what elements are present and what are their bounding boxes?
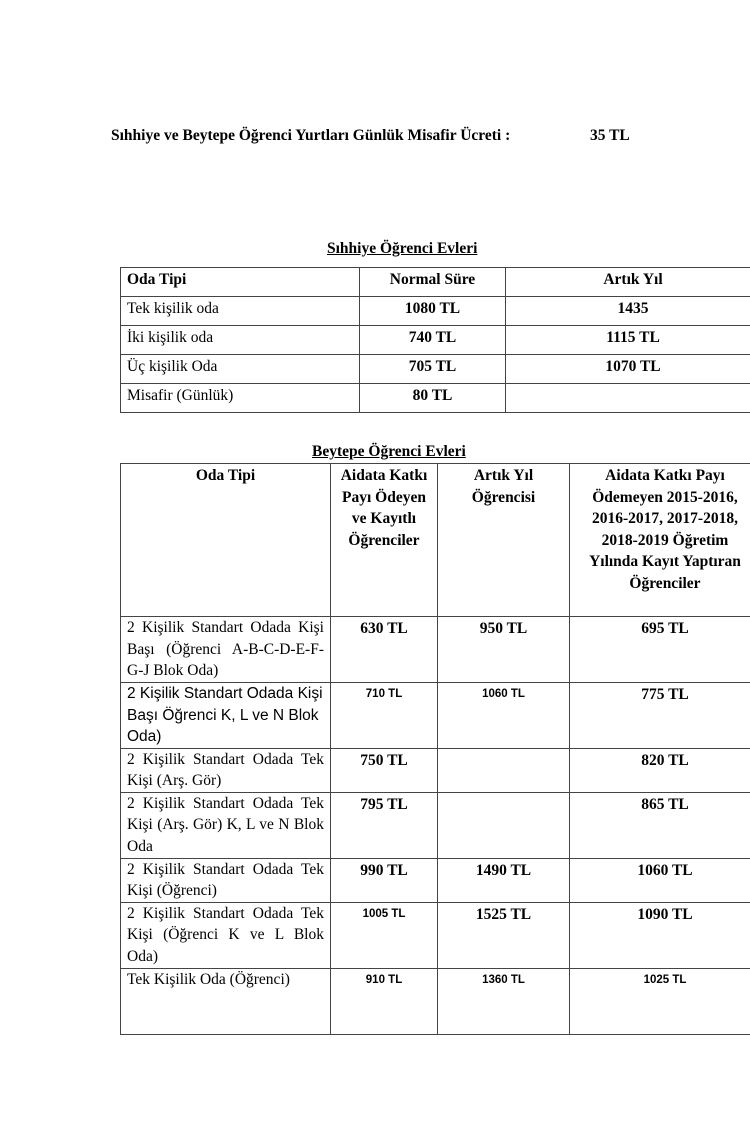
value-cell: 705 TL: [360, 355, 506, 384]
value-cell: 630 TL: [331, 617, 438, 683]
value-cell: 750 TL: [331, 748, 438, 792]
value-cell: 1025 TL: [570, 968, 750, 1034]
header-cell: Oda Tipi: [121, 268, 360, 297]
value-cell: 1090 TL: [570, 902, 750, 968]
guest-fee-line: [111, 127, 731, 145]
value-cell: 695 TL: [570, 617, 750, 683]
header-cell: Artık Yıl Öğrencisi: [438, 464, 570, 617]
value-cell: [438, 748, 570, 792]
value-cell: 865 TL: [570, 792, 750, 858]
value-cell: 795 TL: [331, 792, 438, 858]
value-cell: 990 TL: [331, 858, 438, 902]
room-type-cell: 2 Kişilik Standart Odada Kişi Başı Öğrenci K, L ve N Blok Oda): [121, 683, 331, 749]
table-row: [121, 858, 750, 902]
sihhiye-title: Sıhhiye Öğrenci Evleri: [327, 240, 478, 257]
value-cell: 1490 TL: [438, 858, 570, 902]
value-cell: 1525 TL: [438, 902, 570, 968]
table-row: [121, 297, 750, 326]
table-row: [121, 326, 750, 355]
value-cell: 910 TL: [331, 968, 438, 1034]
table-row: [121, 384, 750, 413]
value-cell: 80 TL: [360, 384, 506, 413]
guest-fee-price: 35 TL: [590, 127, 630, 144]
table-row: [121, 355, 750, 384]
value-cell: 820 TL: [570, 748, 750, 792]
room-type-cell: Tek kişilik oda: [121, 297, 360, 326]
value-cell: 740 TL: [360, 326, 506, 355]
value-cell: [438, 792, 570, 858]
room-type-cell: 2 Kişilik Standart Odada Tek Kişi (Arş. Gör) K, L ve N Blok Oda: [121, 792, 331, 858]
value-cell: [506, 384, 750, 413]
room-type-cell: 2 Kişilik Standart Odada Tek Kişi (Arş. Gör): [121, 748, 331, 792]
table-header-row: [121, 268, 750, 297]
value-cell: 710 TL: [331, 683, 438, 749]
table-row: [121, 748, 750, 792]
table-row: [121, 617, 750, 683]
room-type-cell: 2 Kişilik Standart Odada Tek Kişi (Öğrenci K ve L Blok Oda): [121, 902, 331, 968]
value-cell: 1115 TL: [506, 326, 750, 355]
header-cell: Artık Yıl: [506, 268, 750, 297]
beytepe-title: Beytepe Öğrenci Evleri: [312, 443, 466, 460]
header-cell: Aidata Katkı Payı Ödeyen ve Kayıtlı Öğrenciler: [331, 464, 438, 617]
beytepe-table: [120, 463, 750, 1035]
table-row: [121, 792, 750, 858]
room-type-cell: İki kişilik oda: [121, 326, 360, 355]
room-type-cell: Misafir (Günlük): [121, 384, 360, 413]
header-cell: Aidata Katkı Payı Ödemeyen 2015-2016, 2016-2017, 2017-2018, 2018-2019 Öğretim Yılında Kayıt Yaptıran Öğrenciler: [570, 464, 750, 617]
table-row: [121, 683, 750, 749]
value-cell: 1080 TL: [360, 297, 506, 326]
table-header-row: [121, 464, 750, 617]
room-type-cell: Tek Kişilik Oda (Öğrenci): [121, 968, 331, 1034]
value-cell: 1060 TL: [570, 858, 750, 902]
room-type-cell: Üç kişilik Oda: [121, 355, 360, 384]
value-cell: 950 TL: [438, 617, 570, 683]
value-cell: 1060 TL: [438, 683, 570, 749]
header-cell: Normal Süre: [360, 268, 506, 297]
header-cell: Oda Tipi: [121, 464, 331, 617]
value-cell: 1005 TL: [331, 902, 438, 968]
room-type-cell: 2 Kişilik Standart Odada Tek Kişi (Öğrenci): [121, 858, 331, 902]
table-row: [121, 968, 750, 1034]
table-row: [121, 902, 750, 968]
value-cell: 1360 TL: [438, 968, 570, 1034]
sihhiye-table: [120, 267, 750, 413]
value-cell: 1435: [506, 297, 750, 326]
value-cell: 1070 TL: [506, 355, 750, 384]
value-cell: 775 TL: [570, 683, 750, 749]
room-type-cell: 2 Kişilik Standart Odada Kişi Başı (Öğrenci A-B-C-D-E-F-G-J Blok Oda): [121, 617, 331, 683]
guest-fee-label: Sıhhiye ve Beytepe Öğrenci Yurtları Günlük Misafir Ücreti :: [111, 127, 511, 144]
